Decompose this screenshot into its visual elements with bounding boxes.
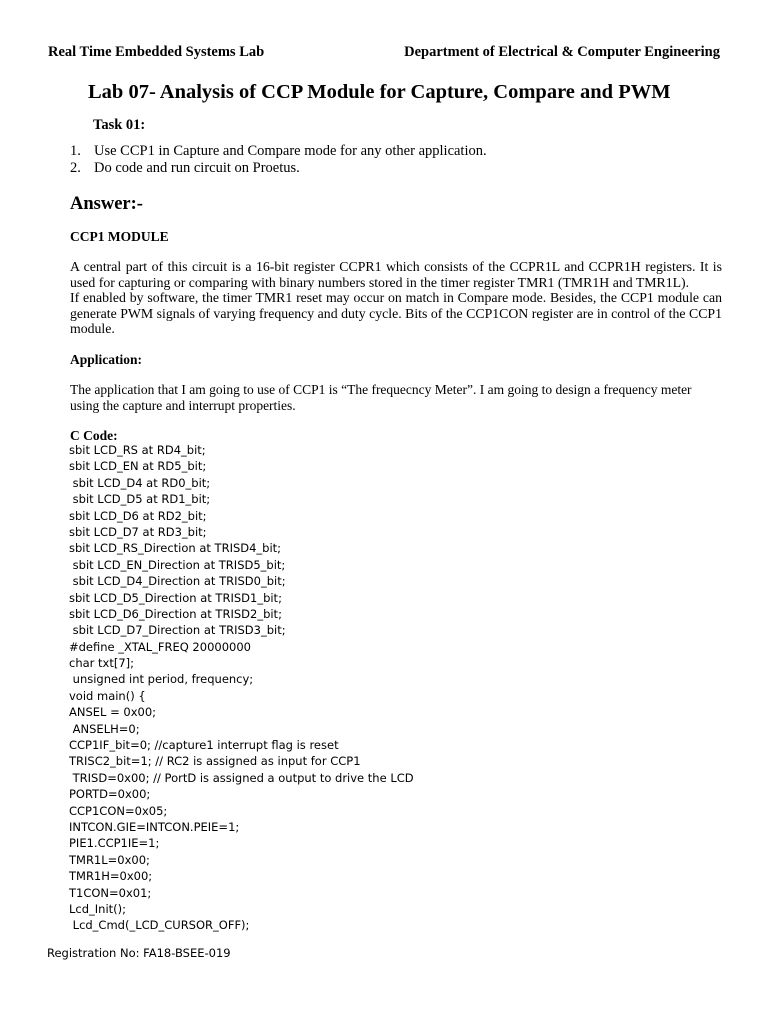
code-line: PORTD=0x00;	[69, 787, 151, 802]
code-line: CCP1CON=0x05;	[69, 803, 168, 818]
code-heading: C Code:	[70, 428, 118, 443]
header-lab-name: Real Time Embedded Systems Lab	[48, 44, 265, 60]
code-line: ANSELH=0;	[69, 721, 140, 736]
code-line: sbit LCD_D6 at RD2_bit;	[69, 508, 207, 523]
ccp1-module-heading: CCP1 MODULE	[70, 229, 169, 244]
code-line: TMR1H=0x00;	[69, 869, 153, 884]
task-item-text: Do code and run circuit on Proetus.	[94, 160, 300, 176]
registration-number: Registration No: FA18-BSEE-019	[47, 946, 231, 960]
task-item-number: 2.	[70, 160, 81, 176]
code-line: Lcd_Init();	[69, 901, 127, 916]
task-item	[70, 160, 487, 177]
code-line: ANSEL = 0x00;	[69, 705, 157, 720]
ccp1-paragraph: If enabled by software, the timer TMR1 reset may occur on match in Compare mode. Besides, the CCP1 module can generate PWM signals of varying frequency and duty cycle. Bits of the CCP1CON register are in control of the CCP1 module.	[70, 290, 722, 336]
application-paragraph: The application that I am going to use of CCP1 is “The frequecncy Meter”. I am going to design a frequency meter using the capture and interrupt properties.	[70, 382, 692, 413]
answer-heading: Answer:-	[70, 194, 143, 214]
code-line: void main() {	[69, 688, 146, 703]
code-line: T1CON=0x01;	[69, 885, 152, 900]
application-heading: Application:	[70, 352, 143, 367]
task-item	[70, 143, 487, 160]
code-line: sbit LCD_D4 at RD0_bit;	[69, 475, 211, 490]
code-line: unsigned int period, frequency;	[69, 672, 254, 687]
task-list	[70, 143, 487, 177]
code-line: sbit LCD_EN at RD5_bit;	[69, 459, 207, 474]
header-department: Department of Electrical & Computer Engineering	[404, 44, 720, 60]
task-item-number: 1.	[70, 143, 81, 159]
code-line: INTCON.GIE=INTCON.PEIE=1;	[69, 819, 240, 834]
code-line: CCP1IF_bit=0; //capture1 interrupt flag is reset	[69, 738, 339, 753]
code-line: #define _XTAL_FREQ 20000000	[69, 639, 251, 654]
ccp1-paragraph: A central part of this circuit is a 16-bit register CCPR1 which consists of the CCPR1L and CCPR1H registers. It is used for capturing or comparing with binary numbers stored in the timer register TMR1 (TMR1H and TMR1L).	[70, 259, 722, 290]
code-line: Lcd_Cmd(_LCD_CURSOR_OFF);	[69, 918, 250, 933]
code-line: sbit LCD_EN_Direction at TRISD5_bit;	[69, 557, 286, 572]
code-line: TRISD=0x00; // PortD is assigned a output to drive the LCD	[69, 770, 414, 785]
document-title: Lab 07- Analysis of CCP Module for Capture, Compare and PWM	[88, 81, 671, 103]
code-line: sbit LCD_D5 at RD1_bit;	[69, 492, 211, 507]
code-line: char txt[7];	[69, 656, 135, 671]
code-line: sbit LCD_D5_Direction at TRISD1_bit;	[69, 590, 282, 605]
code-line: sbit LCD_RS at RD4_bit;	[69, 443, 206, 457]
code-line: sbit LCD_RS_Direction at TRISD4_bit;	[69, 541, 282, 556]
code-line: TMR1L=0x00;	[69, 852, 150, 867]
code-line: sbit LCD_D7_Direction at TRISD3_bit;	[69, 623, 286, 638]
code-line: sbit LCD_D6_Direction at TRISD2_bit;	[69, 606, 282, 621]
code-line: sbit LCD_D4_Direction at TRISD0_bit;	[69, 574, 286, 589]
code-block	[69, 442, 414, 934]
code-line: TRISC2_bit=1; // RC2 is assigned as input for CCP1	[69, 754, 361, 769]
task-heading: Task 01:	[93, 117, 146, 133]
task-item-text: Use CCP1 in Capture and Compare mode for any other application.	[94, 143, 487, 159]
code-line: PIE1.CCP1IE=1;	[69, 836, 160, 851]
code-line: sbit LCD_D7 at RD3_bit;	[69, 524, 207, 539]
